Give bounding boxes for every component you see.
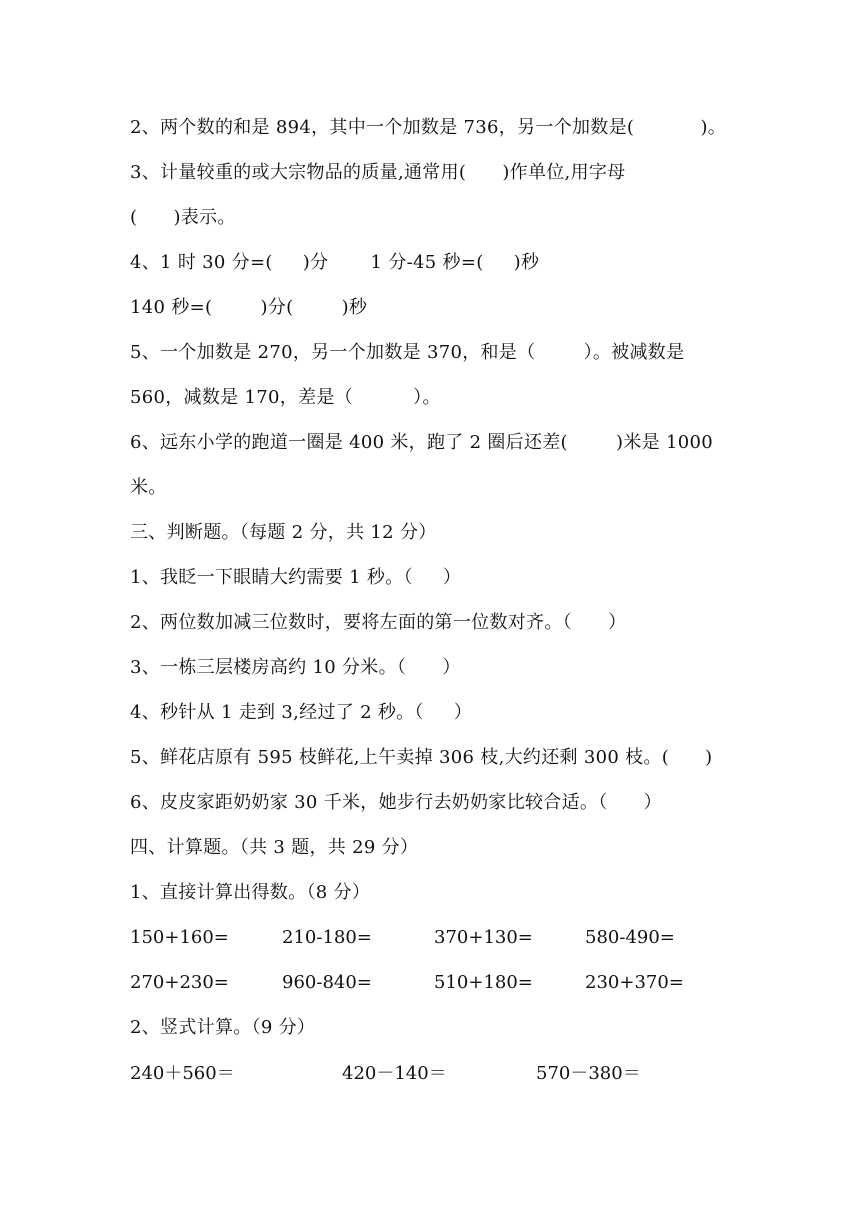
vertical-calc-expression: 420－140＝ [342, 1063, 447, 1084]
vertical-calc-expression: 240＋560＝ [130, 1063, 235, 1084]
oral-calc-expression: 230+370= [585, 972, 684, 993]
vertical-calc-expression: 570－380＝ [536, 1063, 641, 1084]
question-5-line-2: 560，减数是 170，差是（ ）。 [130, 387, 441, 408]
question-5-line-1: 5、一个加数是 270，另一个加数是 370，和是（ ）。被减数是 [130, 342, 685, 363]
oral-calc-expression: 270+230= [130, 972, 229, 993]
vertical-calc-heading: 2、竖式计算。（9 分） [130, 1017, 316, 1038]
question-2: 2、两个数的和是 894，其中一个加数是 736，另一个加数是( )。 [130, 117, 727, 138]
section-3-heading: 三、判断题。（每题 2 分，共 12 分） [130, 522, 437, 543]
judgment-item-3: 3、一栋三层楼房高约 10 分米。（ ） [130, 657, 461, 678]
oral-calc-expression: 370+130= [434, 927, 533, 948]
oral-calc-expression: 150+160= [130, 927, 229, 948]
judgment-item-1: 1、我眨一下眼睛大约需要 1 秒。（ ） [130, 567, 462, 588]
question-6-line-2: 米。 [130, 477, 167, 498]
judgment-item-4: 4、秒针从 1 走到 3,经过了 2 秒。（ ） [130, 702, 473, 723]
question-3-line-1: 3、计量较重的或大宗物品的质量,通常用( )作单位,用字母 [130, 162, 626, 183]
oral-calc-heading: 1、直接计算出得数。（8 分） [130, 882, 371, 903]
oral-calc-expression: 960-840= [282, 972, 372, 993]
question-4-line-2: 140 秒=( )分( )秒 [130, 297, 368, 318]
question-6-line-1: 6、远东小学的跑道一圈是 400 米，跑了 2 圈后还差( )米是 1000 [130, 432, 713, 453]
oral-calc-expression: 510+180= [434, 972, 533, 993]
judgment-item-6: 6、皮皮家距奶奶家 30 千米，她步行去奶奶家比较合适。（ ） [130, 792, 662, 813]
question-3-line-2: ( )表示。 [130, 207, 236, 228]
oral-calc-expression: 580-490= [585, 927, 675, 948]
section-4-heading: 四、计算题。（共 3 题，共 29 分） [130, 837, 419, 858]
judgment-item-5: 5、鲜花店原有 595 枝鲜花,上午卖掉 306 枝,大约还剩 300 枝。( ) [130, 747, 713, 768]
judgment-item-2: 2、两位数加减三位数时，要将左面的第一位数对齐。（ ） [130, 612, 627, 633]
question-4-line-1: 4、1 时 30 分=( )分 1 分-45 秒=( )秒 [130, 252, 540, 273]
oral-calc-expression: 210-180= [282, 927, 372, 948]
